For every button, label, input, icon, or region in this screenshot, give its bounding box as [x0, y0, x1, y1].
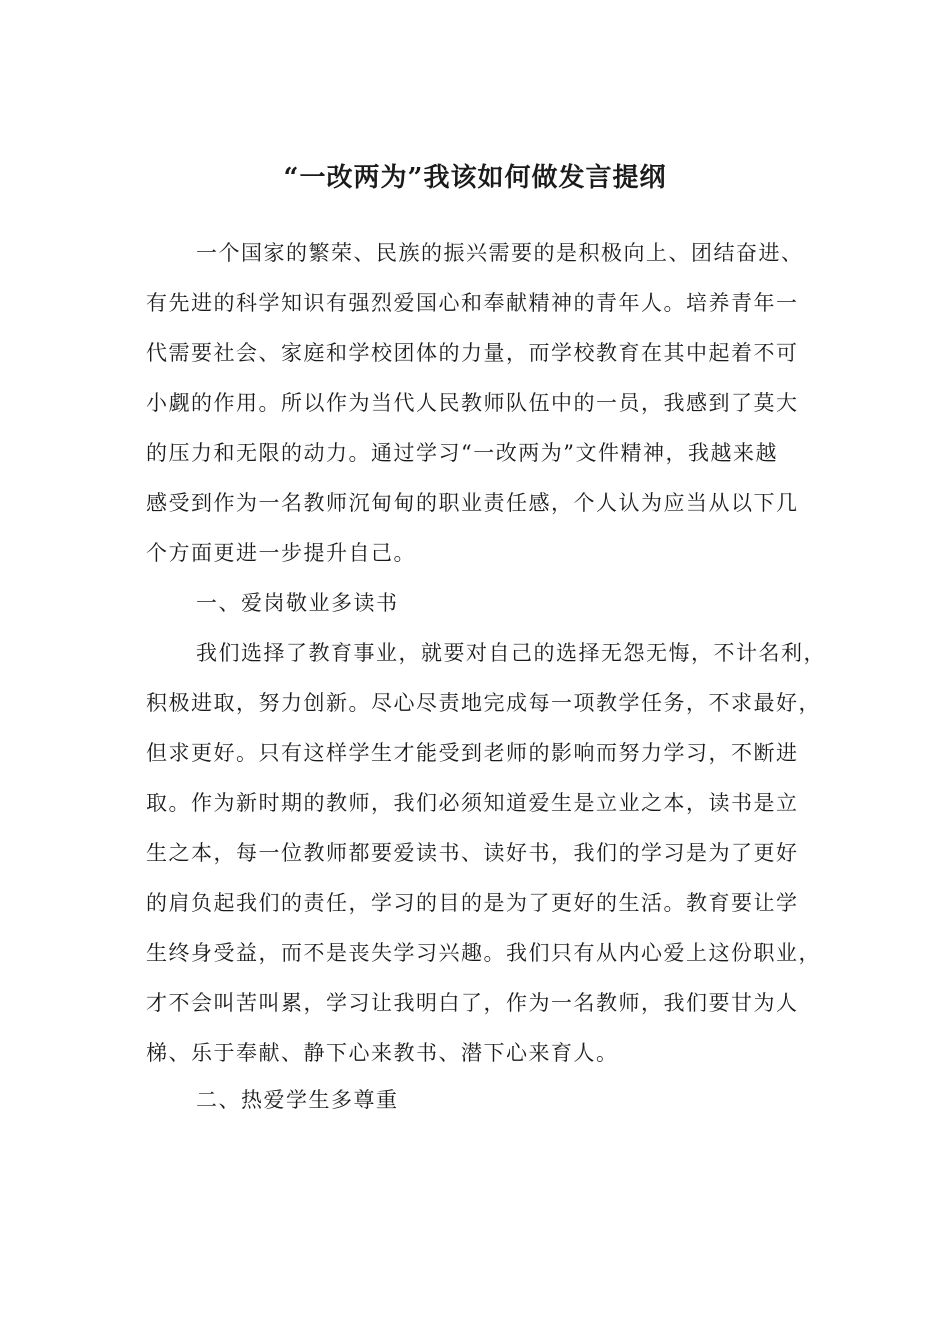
paragraph-line: 生终身受益，而不是丧失学习兴趣。我们只有从内心爱上这份职业， — [146, 941, 821, 965]
paragraph-line: 代需要社会、家庭和学校团体的力量，而学校教育在其中起着不可 — [146, 341, 799, 365]
paragraph-line: 梯、乐于奉献、静下心来教书、潜下心来育人。 — [146, 1041, 619, 1065]
paragraph-line: 但求更好。只有这样学生才能受到老师的影响而努力学习，不断进 — [146, 741, 799, 765]
section-heading: 二、热爱学生多尊重 — [196, 1088, 399, 1112]
paragraph-line: 的肩负起我们的责任，学习的目的是为了更好的生活。教育要让学 — [146, 891, 799, 915]
section-heading: 一、爱岗敬业多读书 — [196, 591, 399, 615]
paragraph-line: 才不会叫苦叫累，学习让我明白了，作为一名教师，我们要甘为人 — [146, 991, 799, 1015]
paragraph-line: 取。作为新时期的教师，我们必须知道爱生是立业之本，读书是立 — [146, 791, 799, 815]
paragraph-line: 生之本，每一位教师都要爱读书、读好书，我们的学习是为了更好 — [146, 841, 799, 865]
paragraph-line: 感受到作为一名教师沉甸甸的职业责任感，个人认为应当从以下几 — [146, 491, 799, 515]
paragraph-line: 的压力和无限的动力。通过学习“一改两为”文件精神，我越来越 — [146, 441, 778, 465]
paragraph-line: 我们选择了教育事业，就要对自己的选择无怨无悔，不计名利， — [196, 641, 826, 665]
paragraph-line: 个方面更进一步提升自己。 — [146, 541, 416, 565]
document-title: “一改两为”我该如何做发言提纲 — [283, 163, 667, 193]
paragraph-line: 小觑的作用。所以作为当代人民教师队伍中的一员，我感到了莫大 — [146, 391, 799, 415]
paragraph-line: 有先进的科学知识有强烈爱国心和奉献精神的青年人。培养青年一 — [146, 291, 799, 315]
paragraph-line: 积极进取，努力创新。尽心尽责地完成每一项教学任务，不求最好， — [146, 691, 821, 715]
paragraph-line: 一个国家的繁荣、民族的振兴需要的是积极向上、团结奋进、 — [196, 241, 804, 265]
